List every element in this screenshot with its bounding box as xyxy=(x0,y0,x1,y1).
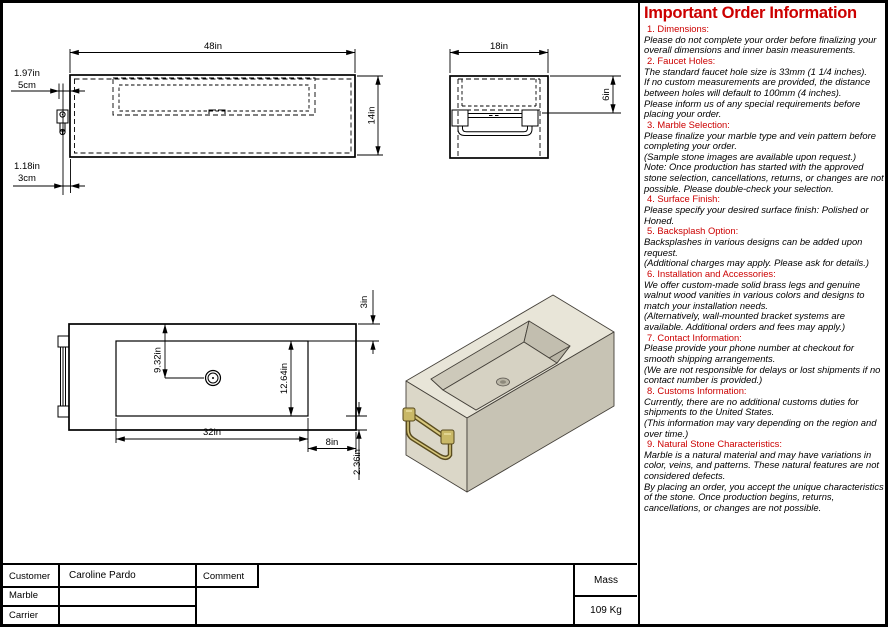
dim-plan-top-offset: 3in xyxy=(359,295,370,309)
order-section-paragraph: Please specify your desired surface finish: Polished or Honed. xyxy=(644,204,869,226)
dim-side-basin-depth: 6in xyxy=(601,88,612,101)
dim-faucet-basin-in: 1.97in xyxy=(14,68,40,79)
order-section-heading: 9. Natural Stone Characteristics: xyxy=(647,438,782,450)
title-block xyxy=(3,563,637,625)
order-section-paragraph: Backsplashes in various designs can be added upon request. xyxy=(644,235,863,258)
order-section-heading: 7. Contact Information: xyxy=(647,331,742,343)
order-section-paragraph: Note: Once production has started with the approved stone selection, cancellations, returns, or changes are not possible. Please double-check your selection. xyxy=(644,161,884,194)
order-section-paragraph: (We are not responsible for delays or lost shipments if no contact number is provided.) xyxy=(644,363,881,386)
dim-faucet-basin-cm: 5cm xyxy=(18,80,36,91)
dim-plan-right-offset: 8in xyxy=(325,437,339,448)
iso-view xyxy=(403,295,614,492)
customer-value: Caroline Pardo xyxy=(69,570,136,581)
dim-faucet-edge-cm: 3cm xyxy=(18,173,36,184)
carrier-label: Carrier xyxy=(9,610,39,621)
order-section-paragraph: By placing an order, you accept the unique characteristics of the stone. Once production begins, returns, cancellations, or changes are not possible. xyxy=(644,480,884,513)
divider xyxy=(195,565,197,625)
side-handle xyxy=(452,110,538,136)
order-sections xyxy=(644,24,885,514)
side-view xyxy=(450,41,621,158)
plan-handle xyxy=(58,336,69,417)
order-section-heading: 3. Marble Selection: xyxy=(647,118,730,130)
front-faucet xyxy=(57,110,68,135)
order-section-paragraph: Please provide your phone number at checkout for smooth shipping arrangements. xyxy=(644,342,855,365)
order-info-panel xyxy=(638,3,888,624)
drain-hole xyxy=(206,371,221,386)
plan-view xyxy=(58,290,380,480)
mass-value: 109 Kg xyxy=(590,605,622,616)
order-section-heading: 2. Faucet Holes: xyxy=(647,54,716,66)
order-info-title: Important Order Information xyxy=(644,4,857,22)
divider xyxy=(3,605,196,607)
dim-plan-bottom-offset: 2.36in xyxy=(352,449,363,475)
mass-label: Mass xyxy=(594,574,618,586)
order-section-heading: 8. Customs Information: xyxy=(647,384,747,396)
dim-faucet-edge-in: 1.18in xyxy=(14,161,40,172)
dim-front-width: 48in xyxy=(204,41,222,52)
dim-plan-basin-depth: 12.64in xyxy=(279,362,290,395)
order-section-paragraph: (This information may vary depending on the region and over time.) xyxy=(644,416,877,439)
order-section-paragraph: (Sample stone images are available upon request.) xyxy=(644,150,857,162)
order-section-heading: 4. Surface Finish: xyxy=(647,193,720,205)
front-view xyxy=(11,41,383,195)
order-section-paragraph: Currently, there are no additional customs duties for shipments to the United States. xyxy=(644,395,859,418)
order-section-paragraph: (Alternatively, wall-mounted bracket systems are available. Additional orders and fees may apply.) xyxy=(644,310,846,333)
marble-label: Marble xyxy=(9,590,39,601)
order-section-paragraph: (Additional charges may apply. Please ask for details.) xyxy=(644,257,869,269)
order-section-heading: 6. Installation and Accessories: xyxy=(647,267,776,279)
dim-front-height: 14in xyxy=(366,106,378,125)
order-section-paragraph: We offer custom-made solid brass legs and genuine walnut wood vanities in various colors and designs to match your installation needs. xyxy=(644,278,865,311)
dim-plan-drain-offset: 9.32in xyxy=(152,347,164,373)
divider xyxy=(3,586,259,588)
customer-label: Customer xyxy=(9,571,51,582)
divider xyxy=(257,565,259,587)
order-section-paragraph: If no custom measurements are provided, the distance between holes will default to 100mm (4 inches). xyxy=(644,76,871,98)
dim-side-width: 18in xyxy=(490,41,508,52)
order-section-heading: 1. Dimensions: xyxy=(647,23,710,34)
order-section-paragraph: Please do not complete your order before finalizing your overall dimensions and inner basin measurements. xyxy=(644,33,877,56)
comment-label: Comment xyxy=(203,571,245,582)
order-section-paragraph: Please inform us of any special requirements before placing your order. xyxy=(644,97,861,120)
order-section-paragraph: Marble is a natural material and may have variations in color, veins, and patterns. These natural features are not considered defects. xyxy=(644,448,880,482)
dim-plan-basin-length: 32in xyxy=(203,427,221,438)
order-section-paragraph: Please finalize your marble type and vein pattern before completing your order. xyxy=(644,129,876,152)
order-section-heading: 5. Backsplash Option: xyxy=(647,225,739,237)
technical-drawing xyxy=(3,3,638,563)
divider xyxy=(58,565,60,625)
order-section-paragraph: The standard faucet hole size is 33mm (1 1/4 inches). xyxy=(644,65,868,77)
